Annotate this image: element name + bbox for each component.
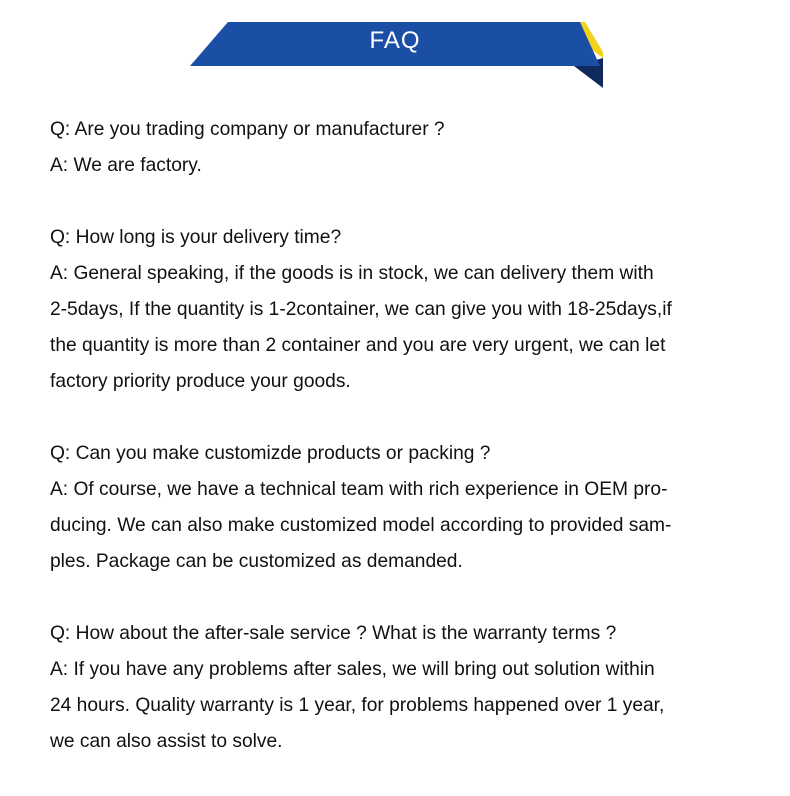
faq-answer-line: factory priority produce your goods. xyxy=(50,371,351,392)
faq-answer-line: the quantity is more than 2 container and you are very urgent, we can let xyxy=(50,335,666,356)
faq-question: Q: How long is your delivery time? xyxy=(50,227,342,248)
faq-answer-line: A: If you have any problems after sales, we will bring out solution within xyxy=(50,659,655,680)
faq-item xyxy=(50,616,765,760)
faq-answer-line: 2-5days, If the quantity is 1-2container, we can give you with 18-25days,if xyxy=(50,299,672,320)
faq-item xyxy=(50,220,765,400)
faq-answer-line: we can also assist to solve. xyxy=(50,731,283,752)
faq-item xyxy=(50,112,765,184)
faq-question: Q: Can you make customizde products or packing ? xyxy=(50,443,491,464)
faq-item xyxy=(50,436,765,580)
faq-banner xyxy=(0,0,790,100)
faq-list xyxy=(50,112,765,796)
faq-question: Q: Are you trading company or manufacturer ? xyxy=(50,119,445,140)
faq-answer-line: A: We are factory. xyxy=(50,155,202,176)
page-title: FAQ xyxy=(369,27,421,54)
faq-answer-line: 24 hours. Quality warranty is 1 year, for problems happened over 1 year, xyxy=(50,695,665,716)
faq-question: Q: How about the after-sale service ? What is the warranty terms ? xyxy=(50,623,617,644)
faq-answer-line: A: Of course, we have a technical team with rich experience in OEM pro- xyxy=(50,479,668,500)
faq-answer-line: A: General speaking, if the goods is in stock, we can delivery them with xyxy=(50,263,654,284)
faq-answer-line: ples. Package can be customized as demanded. xyxy=(50,551,463,572)
faq-answer-line: ducing. We can also make customized model according to provided sam- xyxy=(50,515,672,536)
